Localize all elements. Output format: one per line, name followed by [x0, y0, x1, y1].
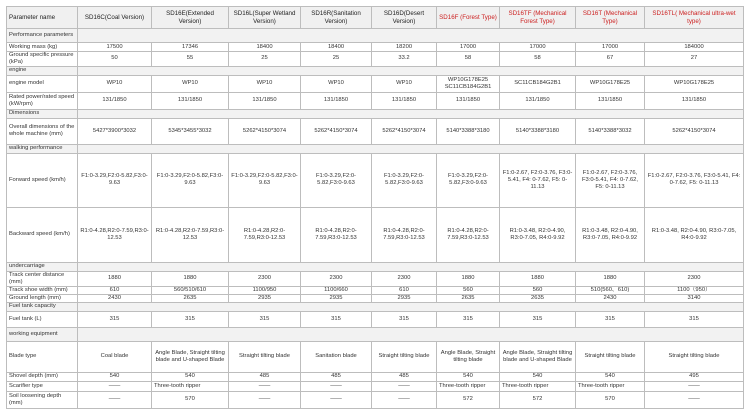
table-cell: —— [78, 391, 152, 408]
table-cell: WP10G178E25 [576, 75, 645, 92]
header-sd16d: SD16D(Desert Version) [372, 7, 437, 29]
table-cell: 131/1850 [152, 92, 229, 109]
section-label: undercarriage [7, 262, 78, 271]
table-cell: 5345*3455*3032 [152, 118, 229, 144]
table-cell: WP10 [78, 75, 152, 92]
table-cell: —— [372, 391, 437, 408]
row-label: Shovel depth (mm) [7, 372, 78, 381]
table-cell: 570 [152, 391, 229, 408]
section-row-performance [7, 29, 744, 43]
table-cell: Angle Blade, Straight tilting blade and U-shaped Blade [500, 341, 576, 372]
table-cell: 50 [78, 52, 152, 67]
table-cell: 131/1850 [500, 92, 576, 109]
table-cell: 572 [437, 391, 500, 408]
table-cell: WP10 [229, 75, 301, 92]
table-cell: 18400 [301, 43, 372, 52]
row-label: Blade type [7, 341, 78, 372]
table-cell: R1:0-3.48, R2:0-4.90, R3:0-7.05, R4:0-9.92 [576, 207, 645, 262]
table-cell: F1:0-3.29,F2:0-5.82,F3:0-9.63 [437, 153, 500, 207]
table-cell: —— [301, 381, 372, 391]
table-row [7, 341, 744, 372]
table-cell: 540 [78, 372, 152, 381]
header-sd16e: SD16E(Extended Version) [152, 7, 229, 29]
table-cell: 315 [500, 311, 576, 327]
table-cell: R1:0-4.28,R2:0-7.59,R3:0-12.53 [301, 207, 372, 262]
table-cell: F1:0-2.67, F2:0-3.76, F3:0-5.41, F4: 0-7.62, F5: 0-11.13 [500, 153, 576, 207]
table-cell: F1:0-3.29,F2:0-5.82,F3:0-9.63 [372, 153, 437, 207]
table-row [7, 52, 744, 67]
table-cell: 5262*4150*3074 [645, 118, 744, 144]
table-cell: 560 [500, 286, 576, 294]
table-cell: 315 [301, 311, 372, 327]
table-cell: F1:0-2.67, F2:0-3.76, F3:0-5.41, F4: 0-7.62, F5: 0-11.13 [645, 153, 744, 207]
table-cell: WP10 [372, 75, 437, 92]
header-sd16tl: SD16TL( Mechanical ultra-wet type) [645, 7, 744, 29]
table-cell: 2635 [500, 294, 576, 302]
table-cell: Straight tilting blade [576, 341, 645, 372]
table-cell: 610 [372, 286, 437, 294]
table-cell: R1:0-4.28,R2:0-7.59,R3:0-12.53 [229, 207, 301, 262]
header-sd16tf: SD16TF (Mechanical Forest Type) [500, 7, 576, 29]
table-cell: 5262*4150*3074 [372, 118, 437, 144]
table-cell: 2300 [372, 271, 437, 286]
table-cell: Angle Blade, Straight tilting blade and U-shaped Blade [152, 341, 229, 372]
table-cell: 131/1850 [229, 92, 301, 109]
table-cell: 1880 [437, 271, 500, 286]
table-cell: —— [78, 381, 152, 391]
header-sd16t: SD16T (Mechanical Type) [576, 7, 645, 29]
spec-table-container [6, 6, 743, 409]
table-cell: 2300 [301, 271, 372, 286]
table-cell: 1880 [576, 271, 645, 286]
table-cell: 570 [576, 391, 645, 408]
table-cell: Straight tilting blade [372, 341, 437, 372]
table-cell: F1:0-3.29,F2:0-5.82,F3:0-9.63 [78, 153, 152, 207]
table-cell: 315 [437, 311, 500, 327]
table-cell: 5140*3388*3180 [437, 118, 500, 144]
header-row [7, 7, 744, 29]
table-cell: 610 [78, 286, 152, 294]
header-sd16r: SD16R(Sanitation Version) [301, 7, 372, 29]
table-cell: 315 [78, 311, 152, 327]
table-cell: Three-tooth ripper [152, 381, 229, 391]
table-cell: 1100/950 [229, 286, 301, 294]
table-cell: 5427*3900*3032 [78, 118, 152, 144]
table-cell: 25 [229, 52, 301, 67]
table-cell: 315 [152, 311, 229, 327]
table-cell: 5262*4150*3074 [301, 118, 372, 144]
row-label: Ground length (mm) [7, 294, 78, 302]
header-sd16f: SD16F (Forest Type) [437, 7, 500, 29]
section-label: Fuel tank capacity [7, 302, 78, 311]
table-cell: Straight tilting blade [229, 341, 301, 372]
table-cell: 2935 [229, 294, 301, 302]
table-cell: 2430 [576, 294, 645, 302]
table-cell: 2300 [645, 271, 744, 286]
section-label: working equipment [7, 327, 78, 341]
table-cell: 2635 [152, 294, 229, 302]
table-cell: 560/510/610 [152, 286, 229, 294]
table-cell: 55 [152, 52, 229, 67]
table-row [7, 391, 744, 408]
table-cell: 1100（950） [645, 286, 744, 294]
table-cell: 2935 [301, 294, 372, 302]
table-row [7, 75, 744, 92]
table-cell: 2300 [229, 271, 301, 286]
section-label: walking performance [7, 144, 78, 153]
table-cell: R1:0-4.28,R2:0-7.59,R3:0-12.53 [152, 207, 229, 262]
row-label: Backward speed (km/h) [7, 207, 78, 262]
table-cell: F1:0-3.29,F2:0-5.82,F3:0-9.63 [301, 153, 372, 207]
table-cell: 58 [437, 52, 500, 67]
table-row [7, 381, 744, 391]
table-cell: 315 [576, 311, 645, 327]
row-label: Soil loosening depth (mm) [7, 391, 78, 408]
table-row [7, 311, 744, 327]
table-cell: 131/1850 [301, 92, 372, 109]
table-cell: 315 [645, 311, 744, 327]
table-cell: 485 [301, 372, 372, 381]
table-cell: 2430 [78, 294, 152, 302]
table-row [7, 92, 744, 109]
section-row-engine [7, 66, 744, 75]
table-cell: —— [372, 381, 437, 391]
table-row [7, 271, 744, 286]
table-cell: R1:0-4.28,R2:0-7.59,R3:0-12.53 [78, 207, 152, 262]
section-row-undercarriage [7, 262, 744, 271]
table-cell: 485 [229, 372, 301, 381]
header-sd16l: SD16L(Super Wetland Version) [229, 7, 301, 29]
table-cell: WP10 [152, 75, 229, 92]
row-label: Track shoe width (mm) [7, 286, 78, 294]
table-cell: 495 [645, 372, 744, 381]
table-cell: Sanitation blade [301, 341, 372, 372]
table-cell: F1:0-3.29,F2:0-5.82,F3:0-9.63 [229, 153, 301, 207]
section-row-fuel [7, 302, 744, 311]
table-cell: 1880 [152, 271, 229, 286]
table-cell: 27 [645, 52, 744, 67]
table-row [7, 294, 744, 302]
table-cell: Three-tooth ripper [500, 381, 576, 391]
table-row [7, 118, 744, 144]
table-cell: 131/1850 [576, 92, 645, 109]
table-cell: 131/1850 [645, 92, 744, 109]
table-cell: 5262*4150*3074 [229, 118, 301, 144]
table-cell: Coal blade [78, 341, 152, 372]
table-cell: —— [229, 381, 301, 391]
table-cell: —— [645, 381, 744, 391]
table-cell: 58 [500, 52, 576, 67]
table-cell: 3140 [645, 294, 744, 302]
table-cell: 510(560、610) [576, 286, 645, 294]
table-cell: 17346 [152, 43, 229, 52]
table-cell: R1:0-4.28,R2:0-7.59,R3:0-12.53 [437, 207, 500, 262]
table-row [7, 372, 744, 381]
table-cell: 2935 [372, 294, 437, 302]
table-cell: 131/1850 [78, 92, 152, 109]
table-cell: 560 [437, 286, 500, 294]
section-label: engine [7, 66, 78, 75]
section-label: Performance parameters [7, 29, 78, 43]
table-cell: R1:0-4.28,R2:0-7.59,R3:0-12.53 [372, 207, 437, 262]
table-cell: 131/1850 [437, 92, 500, 109]
table-cell: 485 [372, 372, 437, 381]
table-cell: 1880 [78, 271, 152, 286]
row-label: Forward speed (km/h) [7, 153, 78, 207]
section-label: Dimensions [7, 109, 78, 118]
table-cell: R1:0-3.48, R2:0-4.90, R3:0-7.05, R4:0-9.92 [500, 207, 576, 262]
table-cell: 131/1850 [372, 92, 437, 109]
header-sd16c: SD16C(Coal Version) [78, 7, 152, 29]
table-cell: 5140*3388*3032 [576, 118, 645, 144]
table-cell: 540 [152, 372, 229, 381]
table-cell: 540 [576, 372, 645, 381]
table-cell: 1880 [500, 271, 576, 286]
table-cell: F1:0-3.29,F2:0-5.82,F3:0-9.63 [152, 153, 229, 207]
table-cell: F1:0-2.67, F2:0-3.76, F3:0-5.41, F4: 0-7.62, F5: 0-11.13 [576, 153, 645, 207]
table-cell: WP10G178E25 SC11CB184G2B1 [437, 75, 500, 92]
table-row [7, 153, 744, 207]
table-row [7, 207, 744, 262]
table-cell: 33.2 [372, 52, 437, 67]
table-cell: Three-tooth ripper [576, 381, 645, 391]
header-parameter-name: Parameter name [7, 7, 78, 29]
table-cell: 184000 [645, 43, 744, 52]
table-cell: —— [301, 391, 372, 408]
table-cell: SC11CB184G2B1 [500, 75, 576, 92]
table-cell: 315 [229, 311, 301, 327]
table-cell: WP10G178E25 [645, 75, 744, 92]
table-cell: 2635 [437, 294, 500, 302]
row-label: Overall dimensions of the whole machine (mm) [7, 118, 78, 144]
table-cell: 572 [500, 391, 576, 408]
table-cell: 18200 [372, 43, 437, 52]
spec-table [6, 6, 744, 409]
table-cell: —— [229, 391, 301, 408]
table-cell: 67 [576, 52, 645, 67]
table-cell: —— [645, 391, 744, 408]
table-row [7, 43, 744, 52]
section-row-dimensions [7, 109, 744, 118]
row-label: Track center distance (mm) [7, 271, 78, 286]
row-label: Ground specific pressure (kPa) [7, 52, 78, 67]
row-label: Rated power/rated speed (kW/rpm) [7, 92, 78, 109]
table-cell: 315 [372, 311, 437, 327]
table-cell: Angle Blade, Straight tilting blade [437, 341, 500, 372]
table-row [7, 286, 744, 294]
table-cell: Straight tilting blade [645, 341, 744, 372]
table-cell: 18400 [229, 43, 301, 52]
row-label: Working mass (kg) [7, 43, 78, 52]
table-cell: 17000 [437, 43, 500, 52]
table-cell: 17000 [500, 43, 576, 52]
row-label: Fuel tank (L) [7, 311, 78, 327]
table-cell: WP10 [301, 75, 372, 92]
section-row-working [7, 327, 744, 341]
table-cell: 5140*3388*3180 [500, 118, 576, 144]
table-cell: 540 [437, 372, 500, 381]
table-cell: 1100/660 [301, 286, 372, 294]
section-row-walking [7, 144, 744, 153]
table-cell: Three-tooth ripper [437, 381, 500, 391]
table-cell: 540 [500, 372, 576, 381]
table-cell: 25 [301, 52, 372, 67]
row-label: engine model [7, 75, 78, 92]
row-label: Scarifier type [7, 381, 78, 391]
table-cell: 17500 [78, 43, 152, 52]
table-cell: 17000 [576, 43, 645, 52]
table-cell: R1:0-3.48, R2:0-4.90, R3:0-7.05, R4:0-9.92 [645, 207, 744, 262]
